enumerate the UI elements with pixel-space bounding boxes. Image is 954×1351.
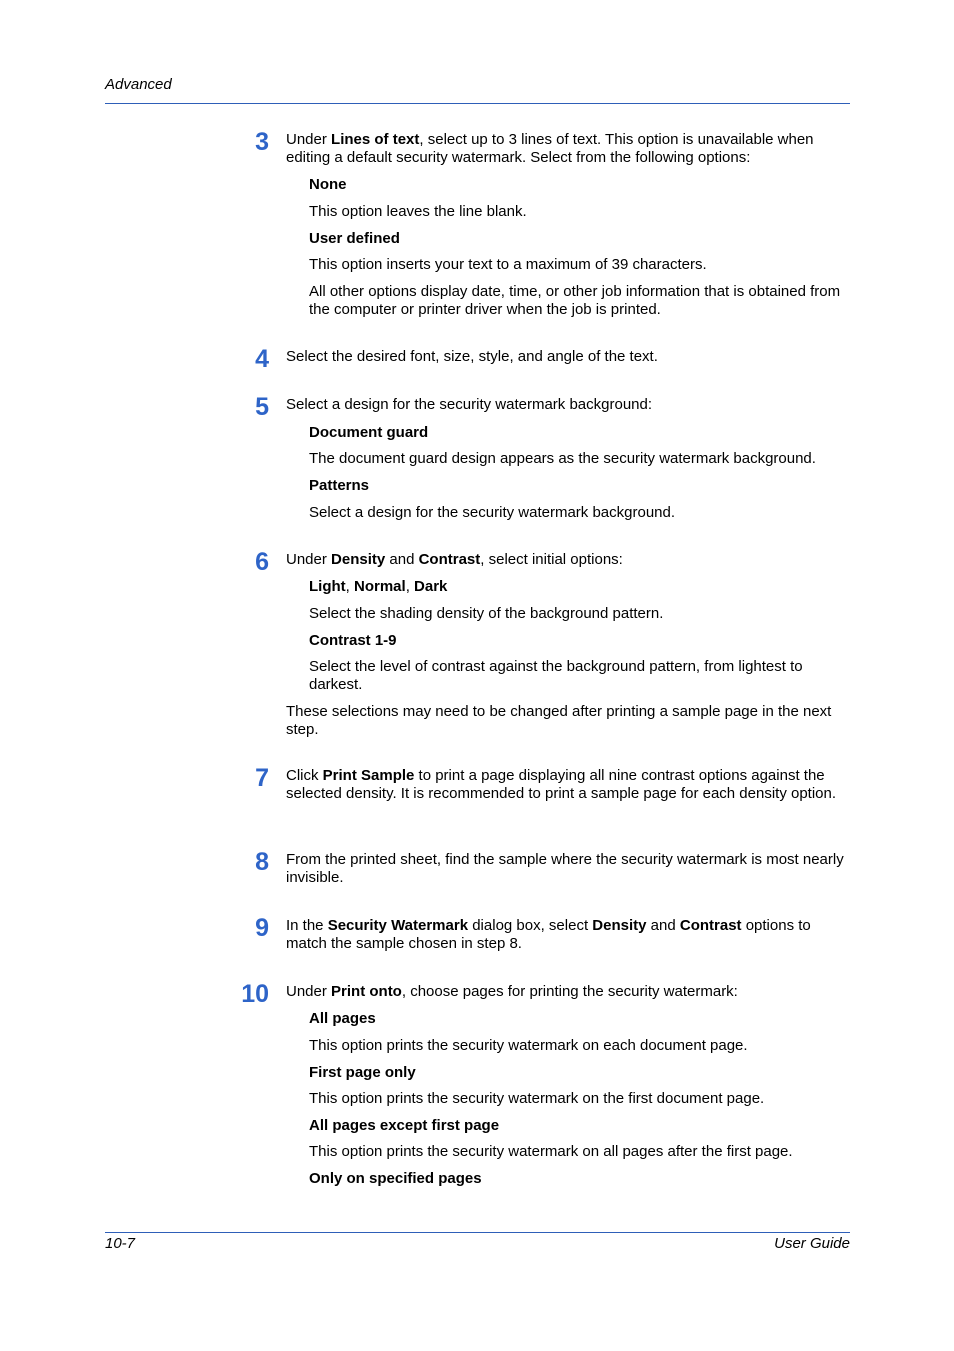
footer-rule: [105, 1232, 850, 1233]
option-description: Select the shading density of the background pattern.: [309, 605, 664, 622]
header-title: Advanced: [105, 76, 172, 93]
option-description: This option prints the security watermark on each document page.: [309, 1037, 748, 1054]
header-rule: [105, 103, 850, 104]
bold-term: Lines of text: [331, 131, 420, 148]
step-5-text: Select a design for the security watermark background:: [286, 396, 653, 413]
option-title: Contrast 1-9: [309, 632, 397, 649]
bold-term: Print Sample: [322, 767, 415, 784]
step-number: 4: [255, 345, 269, 373]
option-description: This option leaves the line blank.: [309, 203, 527, 220]
option-title: All pages: [309, 1010, 376, 1027]
step-number: 3: [255, 128, 269, 156]
text-run: to print a page displaying all nine contrast options against the selected density. It is recommended to print a sample page for each density option.: [286, 767, 837, 802]
bold-term: Security Watermark: [327, 917, 469, 934]
step-7-text: [286, 767, 851, 803]
option-title: All pages except first page: [309, 1117, 500, 1134]
option-title: None: [309, 176, 347, 193]
bold-term: Dark: [414, 578, 448, 595]
option-description: This option prints the security watermark on all pages after the first page.: [309, 1143, 793, 1160]
text-run: Under: [286, 551, 332, 568]
step-9-text: [286, 917, 851, 953]
step-8-text: From the printed sheet, find the sample where the security watermark is most nearly invisible.: [286, 851, 844, 886]
step-number: 10: [241, 980, 269, 1008]
text-run: and: [646, 917, 680, 934]
text-run: ,: [405, 578, 415, 595]
step-3-text: [286, 131, 851, 167]
step-number: 9: [255, 914, 269, 942]
option-title: First page only: [309, 1064, 416, 1081]
option-description: This option prints the security watermark on the first document page.: [309, 1090, 765, 1107]
text-run: Under: [286, 983, 332, 1000]
text-run: , choose pages for printing the security watermark:: [401, 983, 738, 1000]
option-description: This option inserts your text to a maximum of 39 characters.: [309, 256, 707, 273]
option-note: All other options display date, time, or other job information that is obtained from the computer or printer driver when the job is printed.: [309, 283, 841, 318]
step-number: 7: [255, 764, 269, 792]
option-description: Select a design for the security watermark background.: [309, 504, 676, 521]
text-run: Under: [286, 131, 332, 148]
option-title: Patterns: [309, 477, 370, 494]
bold-term: Light: [309, 578, 346, 595]
option-title: User defined: [309, 230, 400, 247]
option-title: [309, 578, 851, 596]
page-number: 10-7: [105, 1235, 136, 1252]
text-run: and: [385, 551, 419, 568]
bold-term: Print onto: [331, 983, 402, 1000]
text-run: , select initial options:: [480, 551, 623, 568]
step-number: 5: [255, 393, 269, 421]
text-run: options to match the sample chosen in step 8.: [286, 917, 811, 952]
bold-term: Density: [592, 917, 647, 934]
guide-name: User Guide: [774, 1235, 850, 1252]
option-title: Document guard: [309, 424, 429, 441]
text-run: In the: [286, 917, 328, 934]
text-run: Click: [286, 767, 323, 784]
step-number: 6: [255, 548, 269, 576]
step-6-text: [286, 551, 851, 569]
option-description: Select the level of contrast against the background pattern, from lightest to darkest.: [309, 658, 803, 693]
text-run: dialog box, select: [468, 917, 593, 934]
bold-term: Normal: [354, 578, 406, 595]
option-title: Only on specified pages: [309, 1170, 482, 1187]
text-run: , select up to 3 lines of text. This option is unavailable when editing a default security watermark. Select from the following options:: [286, 131, 814, 166]
text-run: ,: [345, 578, 354, 595]
step-note: These selections may need to be changed after printing a sample page in the next step.: [286, 703, 832, 738]
bold-term: Contrast: [679, 917, 742, 934]
step-10-text: [286, 983, 851, 1001]
option-description: The document guard design appears as the security watermark background.: [309, 450, 816, 467]
step-number: 8: [255, 848, 269, 876]
step-4-text: Select the desired font, size, style, and angle of the text.: [286, 348, 658, 365]
bold-term: Density: [331, 551, 386, 568]
bold-term: Contrast: [418, 551, 481, 568]
